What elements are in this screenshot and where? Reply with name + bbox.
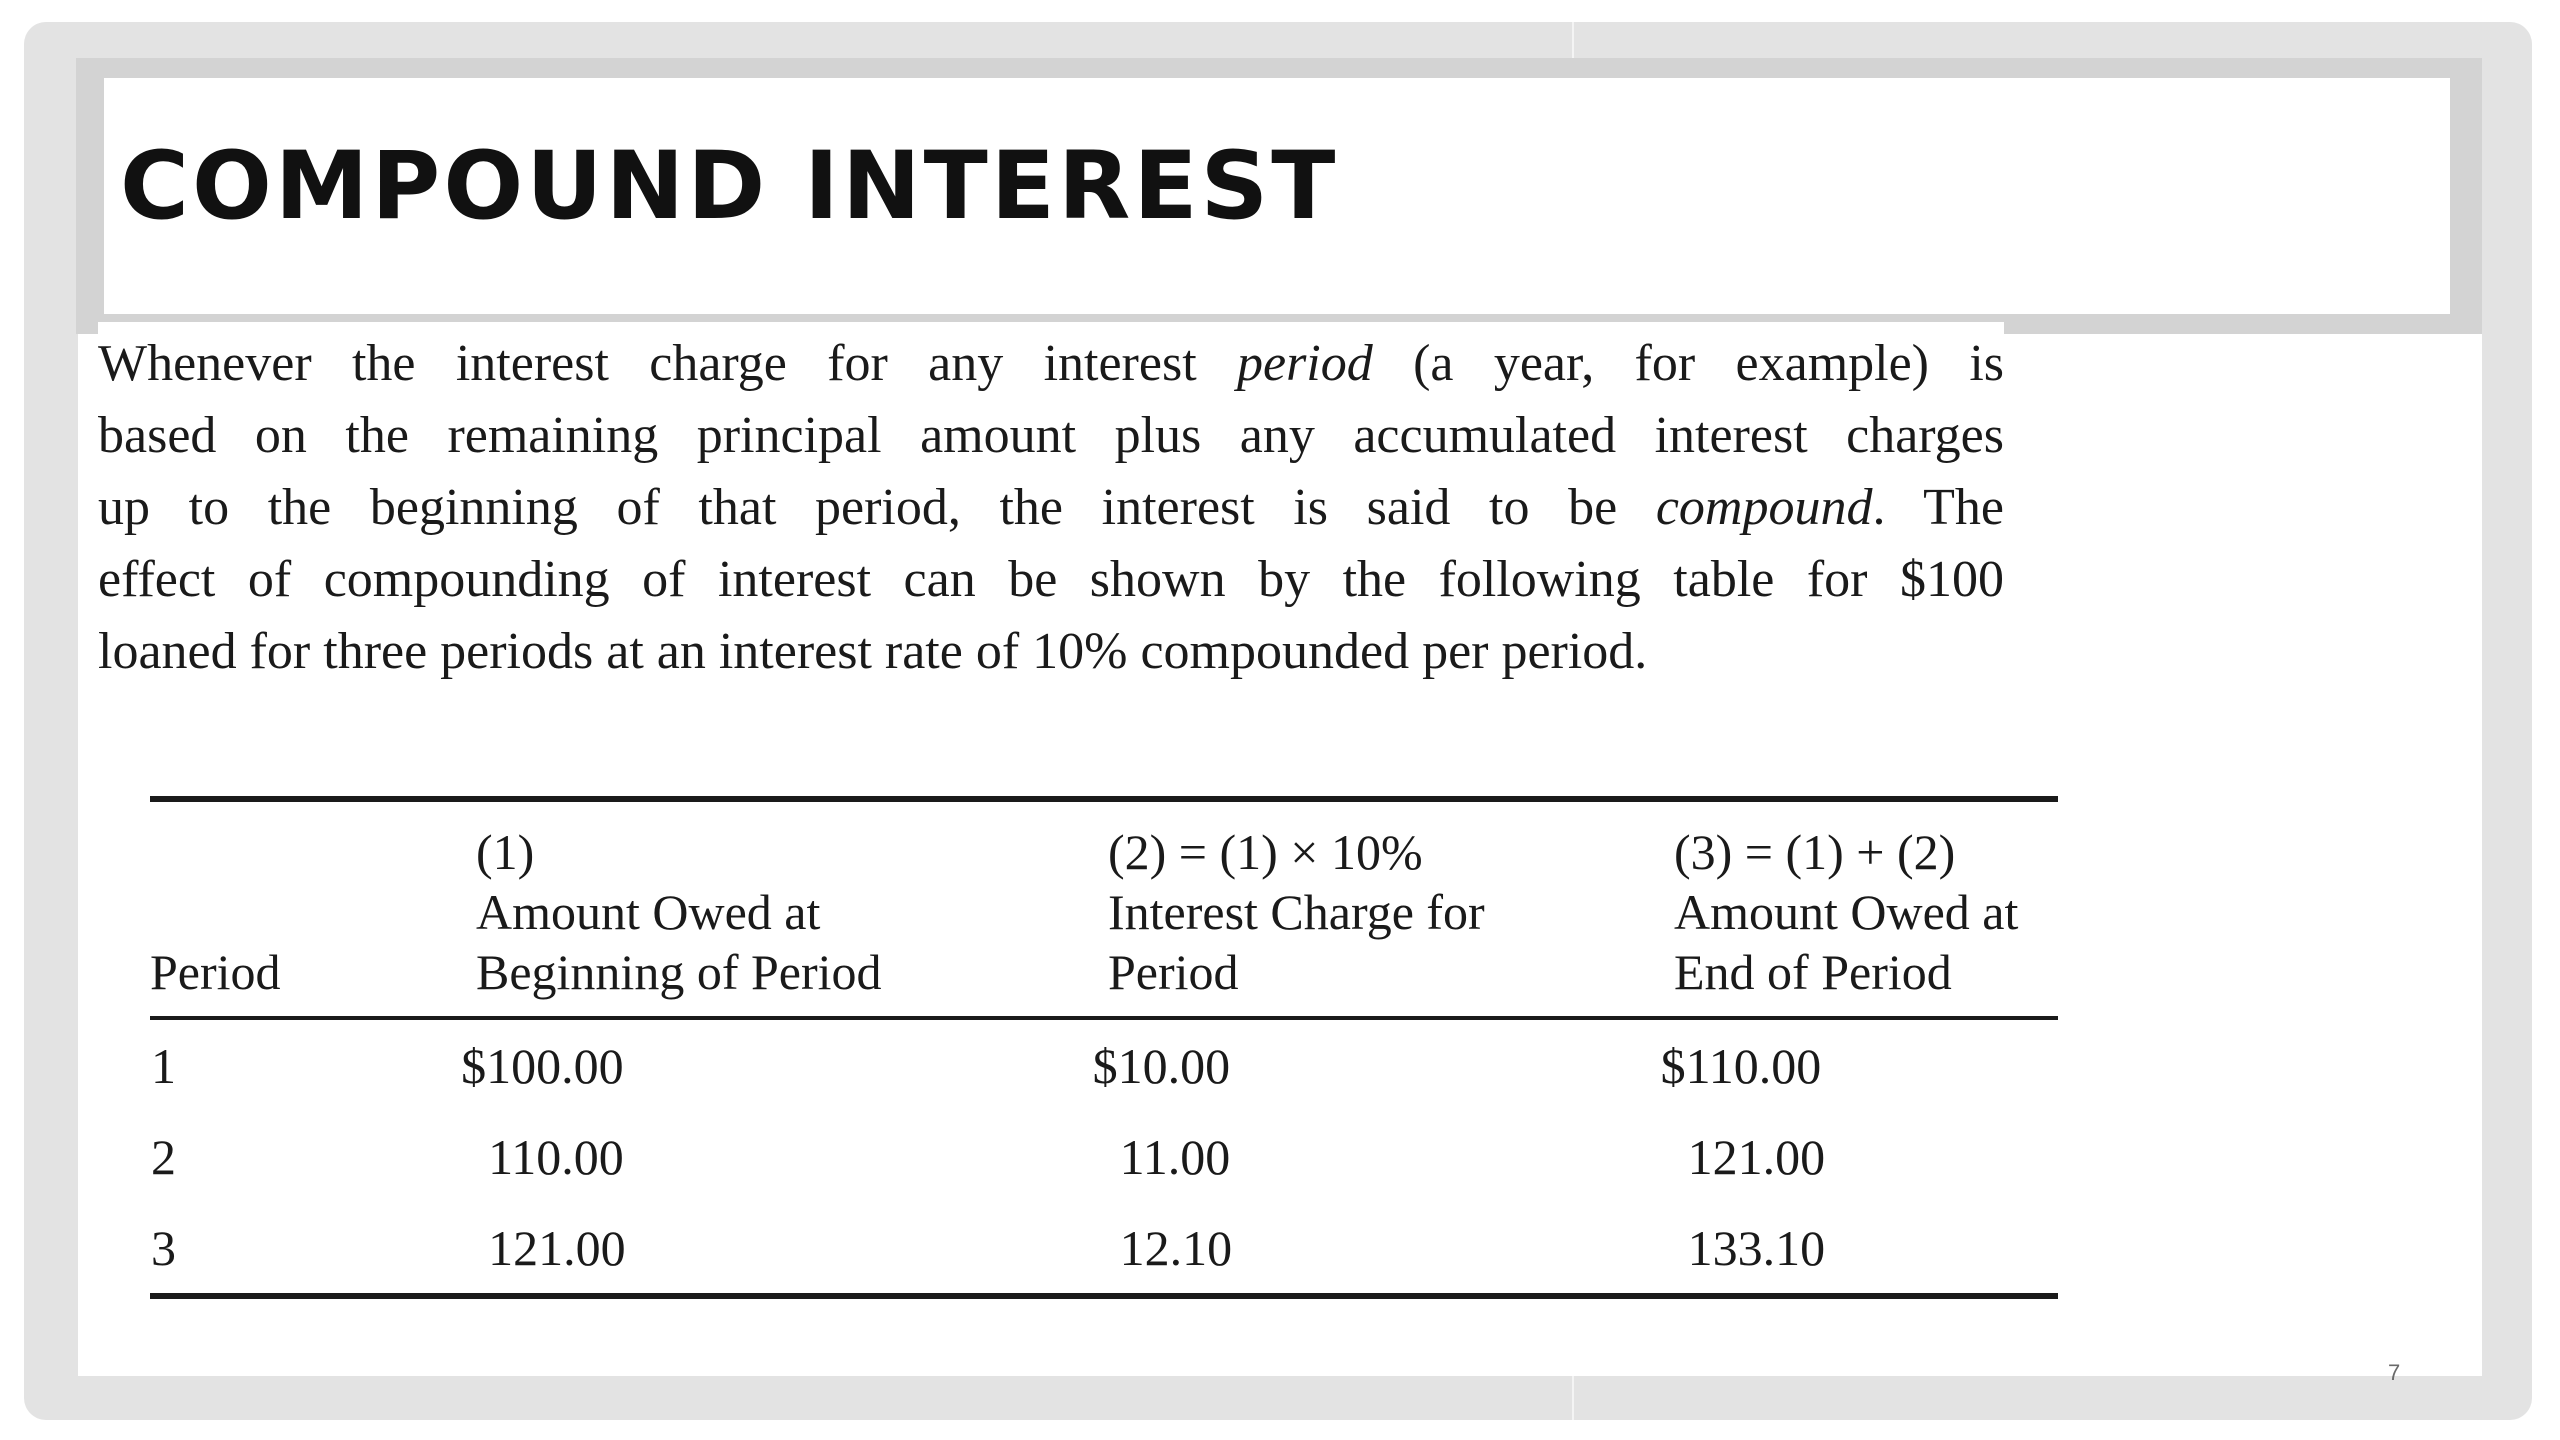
cell-interest-charge: 11.00 xyxy=(1119,1128,1231,1185)
paragraph-line: based on the remaining principal amount plus any accumulated interest charges xyxy=(98,407,2004,464)
table-header-row xyxy=(150,802,2058,1016)
paragraph-line: effect of compounding of interest can be shown by the following table for $100 xyxy=(98,551,2004,608)
cell-amount-end: $110.00 xyxy=(1660,1037,1822,1094)
paragraph-line: Whenever the interest charge for any interest period (a year, for example) is xyxy=(98,335,2005,392)
header-period: Period xyxy=(150,944,281,1000)
cell-amount-beginning: $100.00 xyxy=(461,1037,624,1094)
paragraph-line: up to the beginning of that period, the interest is said to be compound. The xyxy=(98,479,2005,536)
header-amount-owed-end: (3) = (1) + (2) Amount Owed at End of Period xyxy=(1674,824,2019,1000)
table-bottom-rule xyxy=(150,1293,2058,1299)
table-row xyxy=(150,1111,2058,1202)
compound-interest-table xyxy=(150,796,2058,1299)
header-amount-owed-beginning: (1) Amount Owed at Beginning of Period xyxy=(476,824,882,1000)
header-interest-charge: (2) = (1) × 10% Interest Charge for Period xyxy=(1108,824,1485,1000)
cell-amount-beginning: 121.00 xyxy=(488,1219,626,1276)
cell-interest-charge: 12.10 xyxy=(1119,1219,1233,1276)
cell-period: 2 xyxy=(151,1128,176,1185)
interest-table xyxy=(150,802,2058,1016)
cell-interest-charge: $10.00 xyxy=(1092,1037,1231,1094)
cell-period: 1 xyxy=(151,1037,176,1094)
table-row xyxy=(150,1202,2058,1293)
paragraph-line: loaned for three periods at an interest rate of 10% compounded per period. xyxy=(98,623,1648,680)
table-row xyxy=(150,1020,2058,1111)
cell-amount-end: 133.10 xyxy=(1687,1219,1826,1276)
slide-number: 7 xyxy=(2388,1360,2401,1385)
cell-amount-end: 121.00 xyxy=(1687,1128,1826,1185)
slide-title: COMPOUND INTEREST xyxy=(120,132,1339,241)
definition-paragraph xyxy=(98,322,2004,682)
interest-table-body xyxy=(150,1020,2058,1293)
cell-amount-beginning: 110.00 xyxy=(488,1128,624,1185)
cell-period: 3 xyxy=(151,1219,176,1276)
